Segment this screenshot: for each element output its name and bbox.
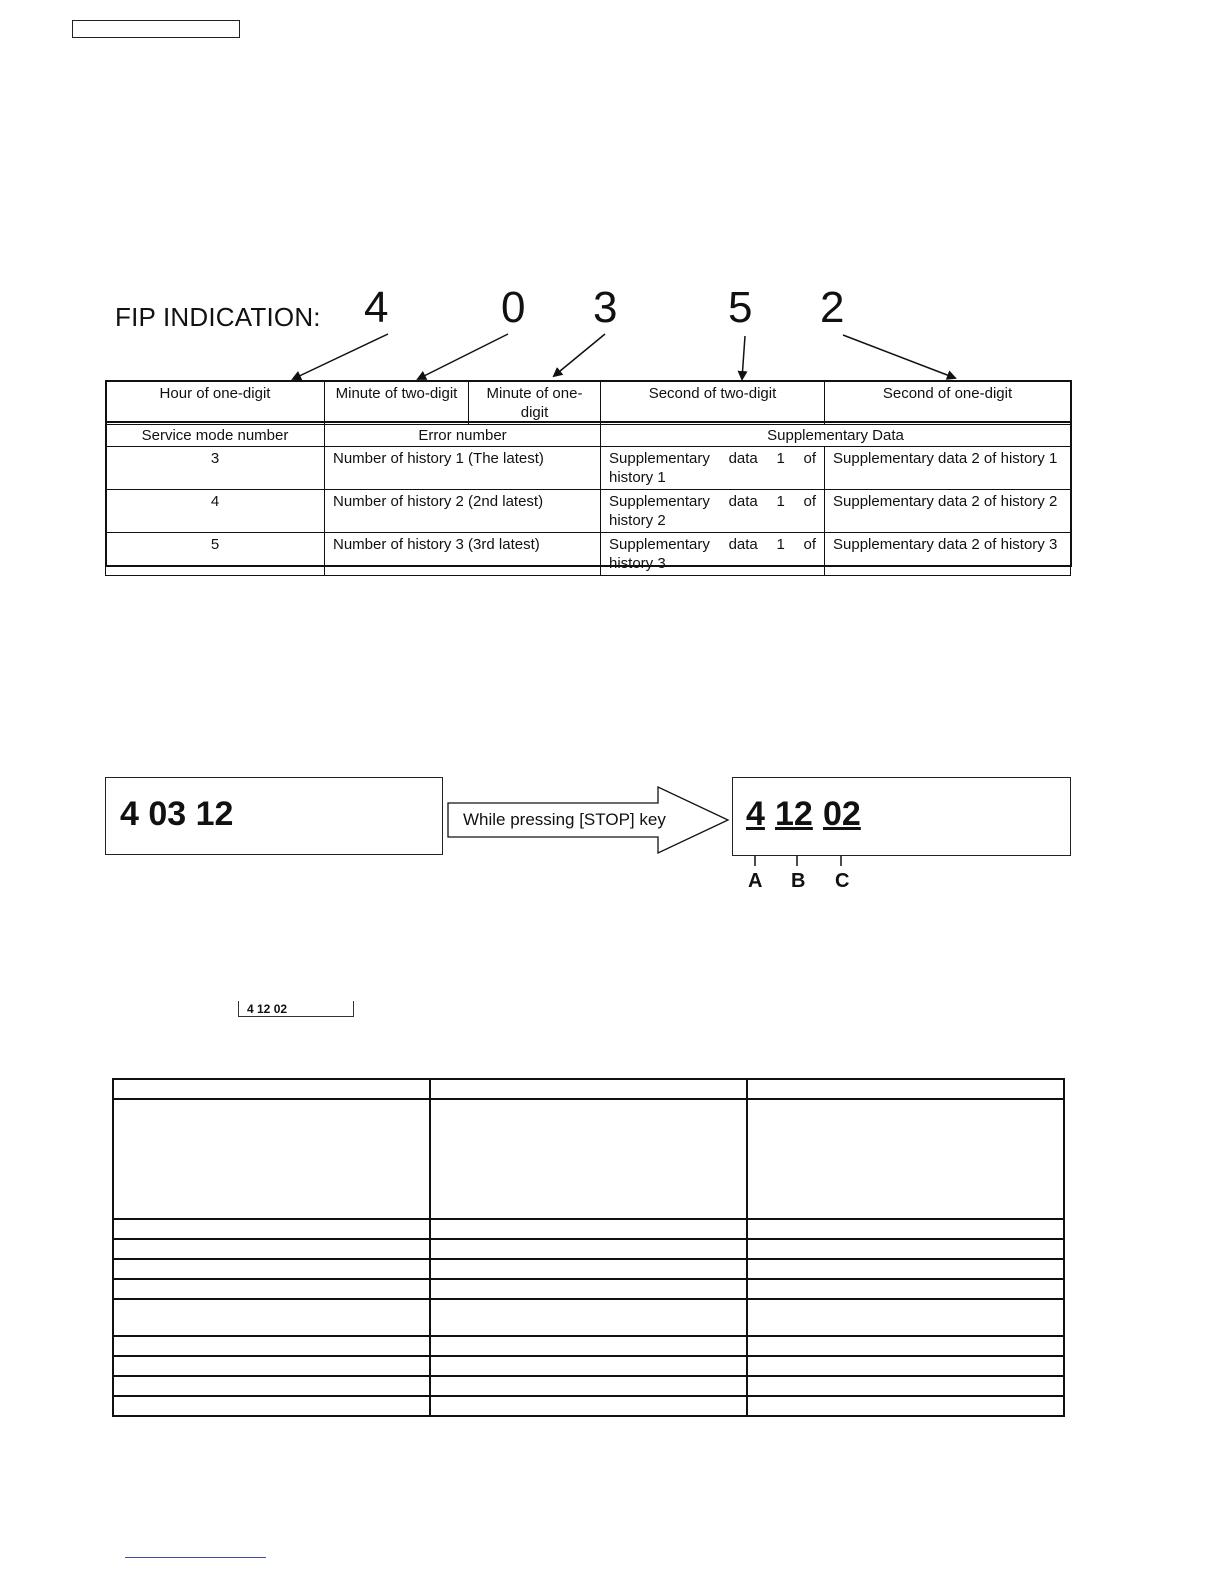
fip-digit-hour: 4: [364, 283, 389, 332]
table-row: [113, 1079, 1064, 1099]
table-row: [113, 1259, 1064, 1279]
header-hour: Hour of one-digit: [106, 381, 325, 425]
footer-line: [125, 1557, 266, 1558]
table-row: [106, 490, 1071, 533]
table-row: [113, 1376, 1064, 1396]
error-cell: Number of history 1 (The latest): [325, 447, 601, 490]
display-before-text: 4 03 12: [120, 795, 234, 833]
table-row: [113, 1239, 1064, 1259]
display-before: [105, 777, 443, 855]
arrow-second-tens: [742, 336, 745, 379]
table-row: [113, 1219, 1064, 1239]
table-row: [113, 1279, 1064, 1299]
header-minute-tens: Minute of two-digit: [325, 381, 469, 425]
table-row: [113, 1099, 1064, 1219]
header-minute-ones: Minute of one-digit: [469, 381, 601, 425]
arrow-hour: [293, 334, 388, 379]
fip-digit-second-tens: 5: [728, 283, 753, 332]
table-row: [113, 1336, 1064, 1356]
error-cell: Number of history 2 (2nd latest): [325, 490, 601, 533]
table-row: [113, 1396, 1064, 1416]
fip-breakdown-table: [105, 380, 1071, 576]
label-a: A: [748, 870, 763, 892]
table-row: [106, 447, 1071, 490]
sup1-cell: Supplementary data 1 of history 1: [601, 447, 825, 490]
fip-indication-label: FIP INDICATION:: [115, 302, 321, 332]
fip-digit-second-ones: 2: [820, 283, 845, 332]
blank-table: [112, 1078, 1065, 1417]
table-row: [113, 1299, 1064, 1336]
header-service-mode: Service mode number: [106, 425, 325, 447]
display-after-part-b: 12: [775, 795, 813, 833]
table-row: [106, 533, 1071, 576]
label-c: C: [835, 870, 850, 892]
arrow-minute-ones: [554, 334, 605, 376]
header-second-tens: Second of two-digit: [601, 381, 825, 425]
header-error-number: Error number: [325, 425, 601, 447]
mini-display: 4 12 02: [238, 1001, 354, 1017]
display-after: [732, 777, 1071, 856]
arrow-second-ones: [843, 335, 955, 378]
header-second-ones: Second of one-digit: [825, 381, 1071, 425]
table-row: [113, 1356, 1064, 1376]
sup2-cell: Supplementary data 2 of history 3: [825, 533, 1071, 576]
stop-key-arrow-text: While pressing [STOP] key: [463, 810, 666, 829]
display-after-part-c: 02: [823, 795, 861, 833]
mode-cell: 3: [106, 447, 325, 490]
mode-cell: 4: [106, 490, 325, 533]
sup2-cell: Supplementary data 2 of history 1: [825, 447, 1071, 490]
display-after-part-a: 4: [746, 795, 765, 833]
fip-digit-minute-tens: 0: [501, 283, 526, 332]
mode-cell: 5: [106, 533, 325, 576]
label-b: B: [791, 870, 806, 892]
sup1-cell: Supplementary data 1 of history 2: [601, 490, 825, 533]
fip-digit-minute-ones: 3: [593, 283, 618, 332]
sup2-cell: Supplementary data 2 of history 2: [825, 490, 1071, 533]
sup1-cell: Supplementary data 1 of history 3: [601, 533, 825, 576]
table-separator: [105, 421, 1072, 423]
error-cell: Number of history 3 (3rd latest): [325, 533, 601, 576]
header-supplementary: Supplementary Data: [601, 425, 1071, 447]
arrow-minute-tens: [418, 334, 508, 379]
